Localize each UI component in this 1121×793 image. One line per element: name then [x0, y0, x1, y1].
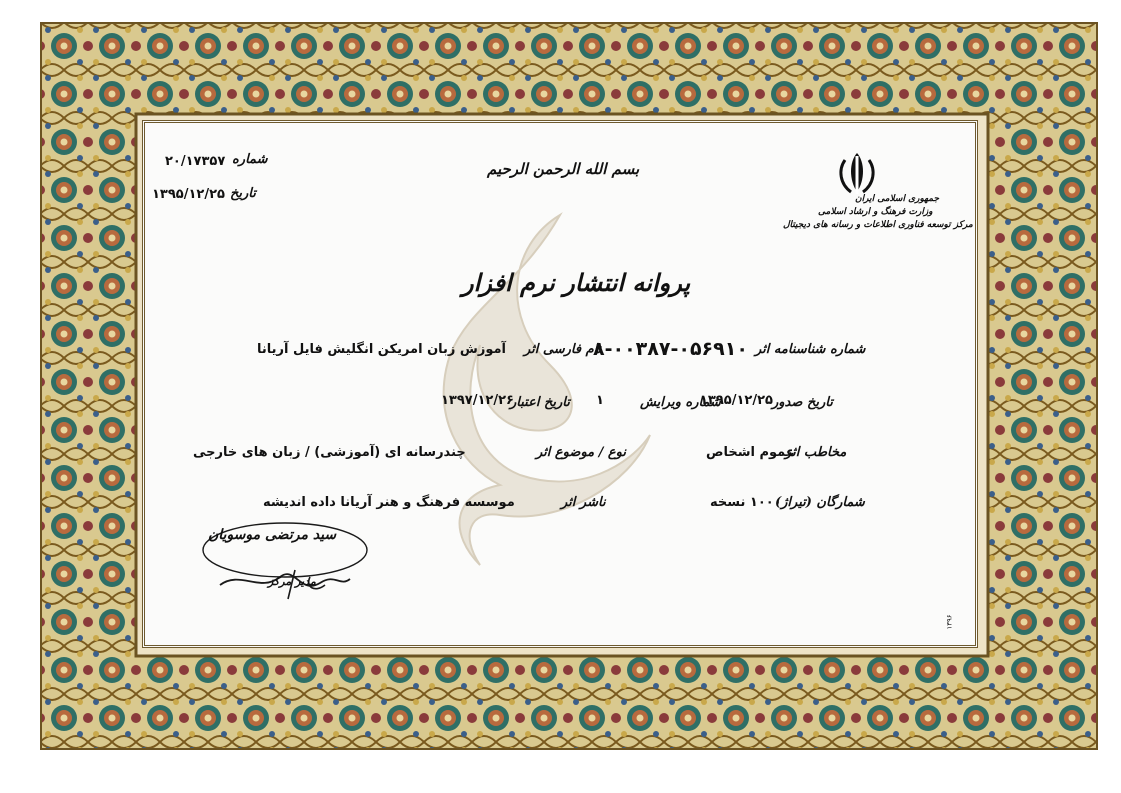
audience-label: مخاطب اثر [785, 445, 847, 460]
type-value: چندرسانه ای (آموزشی) / زبان های خارجی [193, 445, 466, 460]
circulation-label: شمارگان (تیراژ) [775, 495, 865, 510]
name-label: نام فارسی اثر [524, 342, 602, 357]
edition-value: ۱ [596, 393, 604, 408]
signatory-name: سید مرتضی موسویان [208, 527, 337, 543]
circulation-value: ۱۰۰۰ نسخه [710, 495, 782, 510]
issuer-line-2: وزارت فرهنگ و ارشاد اسلامی [818, 207, 933, 217]
publisher-value: موسسه فرهنگ و هنر آریانا داده اندیشه [263, 495, 515, 510]
edition-label: شماره ویرایش [640, 395, 721, 410]
number-value: ۲۰/۱۷۳۵۷ [165, 154, 226, 169]
certificate-title: پروانه انتشار نرم افزار [462, 268, 691, 297]
issue-date-value: ۱۳۹۵/۱۲/۲۵ [700, 393, 773, 408]
issuer-line-1: جمهوری اسلامی ایران [855, 194, 940, 204]
number-label: شماره [232, 152, 268, 167]
issue-date-label: تاریخ صدور [772, 395, 833, 410]
validity-label: تاریخ اعتبار [510, 395, 570, 410]
audience-value: عموم اشخاص [706, 445, 795, 460]
iran-emblem-icon [835, 150, 879, 196]
validity-value: ۱۳۹۷/۱۲/۲۶ [441, 393, 514, 408]
date-label: تاریخ [230, 186, 256, 201]
publisher-label: ناشر اثر [561, 495, 606, 510]
date-value: ۱۳۹۵/۱۲/۲۵ [152, 187, 225, 202]
footer-code: ۱۳۹۶ [945, 614, 954, 630]
bismillah: بسم الله الرحمن الرحیم [487, 160, 640, 178]
name-value: آموزش زبان امریکن انگلیش فایل آریانا [257, 342, 507, 357]
type-label: نوع / موضوع اثر [536, 445, 627, 460]
id-label: شماره شناسنامه اثر [755, 342, 866, 357]
id-value: ۸-۰۰۳۸۷-۰۵۶۹۱۰ [593, 338, 748, 360]
issuer-line-3: مرکز توسعه فناوری اطلاعات و رسانه های دیجیتال [783, 220, 973, 230]
signatory-title: مدیر مرکز [268, 575, 316, 588]
